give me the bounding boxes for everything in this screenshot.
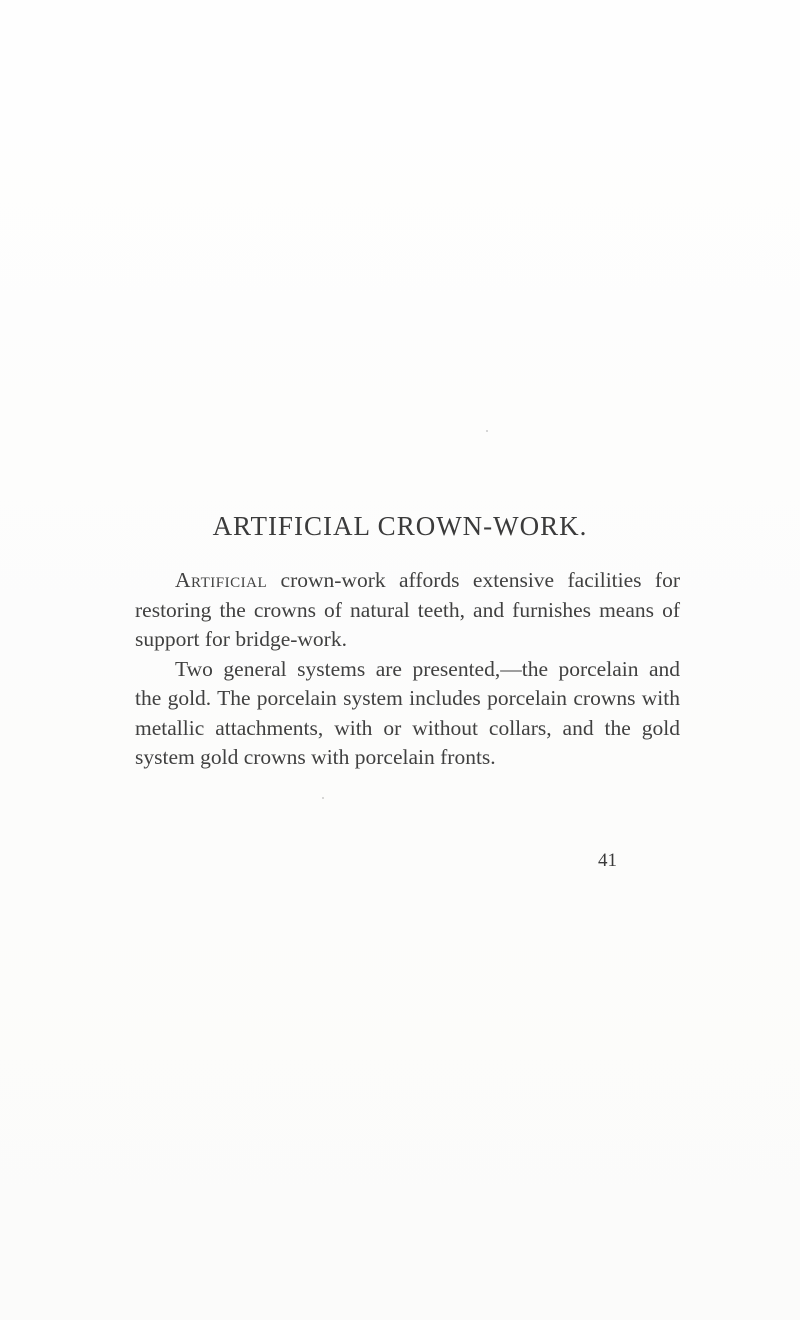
page-number: 41	[598, 850, 617, 871]
paper-speck	[486, 430, 488, 432]
paragraph-1-text: crown-work affords extensive facilities for restoring the crowns of natural teeth, and furnishes means of support for bridge-work.	[135, 568, 680, 651]
paragraph-2-text: Two general systems are presented,—the porcelain and the gold. The porcelain system includes porcelain crowns with metallic attachments, with or without collars, and the gold system gold crowns with porcelain fronts.	[135, 656, 680, 769]
chapter-heading: ARTIFICIAL CROWN-WORK.	[212, 511, 588, 541]
paragraph-2	[135, 655, 680, 773]
body-text	[135, 566, 680, 773]
paper-speck	[322, 797, 324, 799]
paragraph-lead-word: Artificial	[175, 568, 268, 592]
paragraph-1	[135, 566, 680, 655]
